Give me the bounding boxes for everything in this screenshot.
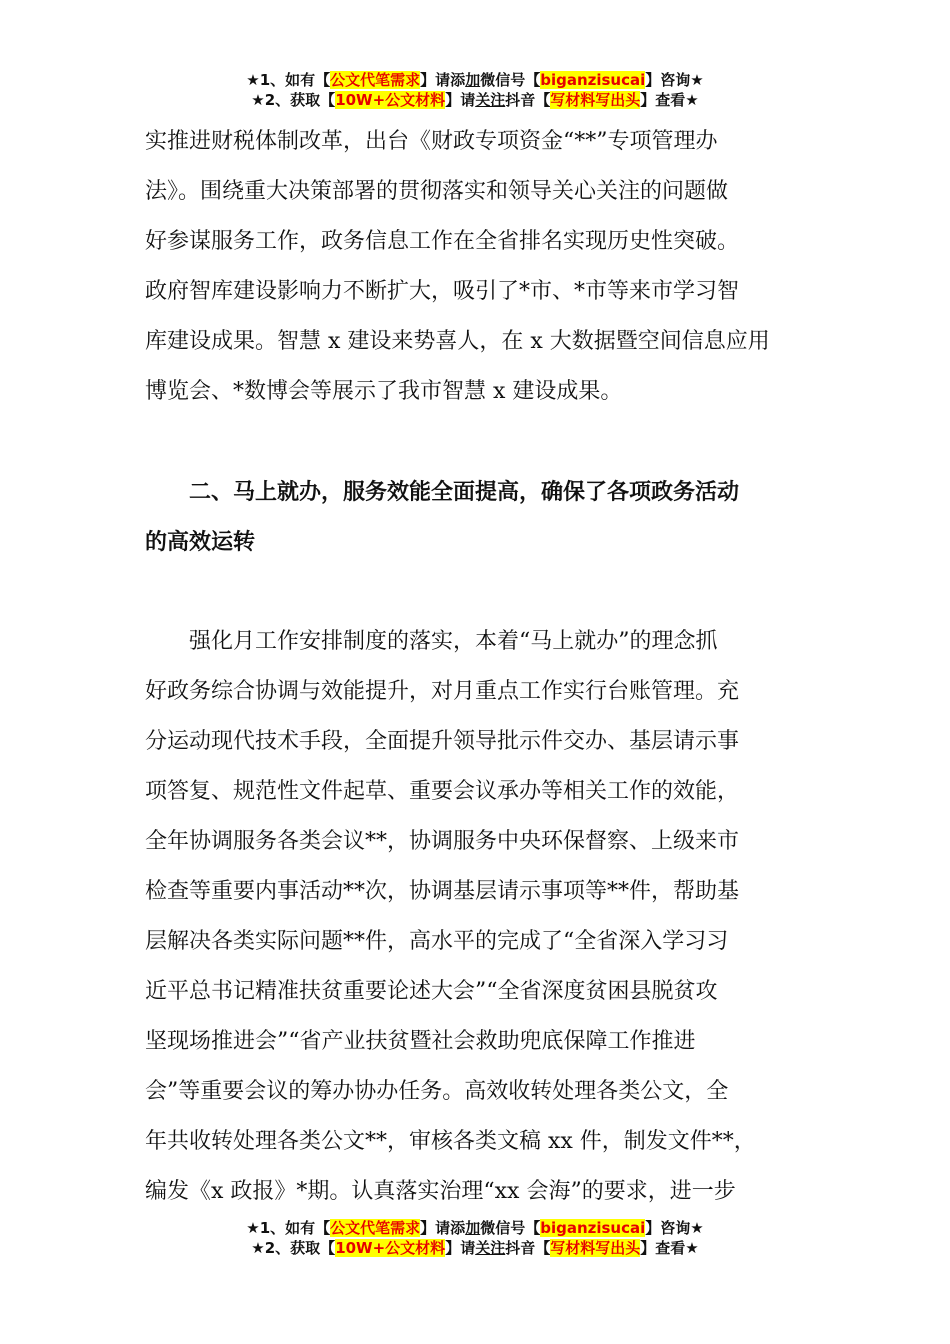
footer-banner — [0, 1218, 950, 1258]
header-line-2 — [0, 90, 950, 110]
banner-text: 】请 — [445, 1239, 476, 1257]
header-banner — [0, 70, 950, 110]
douyin-account: 写材料写出头 — [550, 91, 641, 109]
text-line: 近平总书记精准扶贫重要论述大会”“全省深度贫困县脱贫攻 — [145, 979, 718, 1004]
section-heading — [145, 468, 810, 568]
text-line: 强化月工作安排制度的落实，本着“马上就办”的理念抓 — [145, 629, 718, 654]
banner-text: 】请 — [445, 91, 476, 109]
text-line: 好参谋服务工作，政务信息工作在全省排名实现历史性突破。 — [145, 229, 740, 254]
banner-text: ★1、如有【 — [246, 1219, 331, 1237]
banner-text: 微信号【 — [480, 71, 541, 89]
wechat-id: biganzisucai — [540, 1219, 646, 1237]
text-line: 年共收转处理各类公文**，审核各类文稿 xx 件，制发文件**， — [145, 1129, 756, 1154]
text-line: 政府智库建设影响力不断扩大，吸引了*市、*市等来市学习智 — [145, 279, 740, 304]
heading-line: 二、马上就办，服务效能全面提高，确保了各项政务活动 — [145, 480, 740, 505]
underlined-text: 关注 — [475, 1239, 506, 1257]
paragraph-1 — [145, 117, 810, 417]
footer-line-1 — [0, 1218, 950, 1238]
highlight-text: 公文代笔需求 — [330, 71, 421, 89]
banner-text: 】咨询★ — [645, 1219, 704, 1237]
underlined-text: 关注 — [475, 91, 506, 109]
highlight-text: 10W+公文材料 — [335, 1239, 446, 1257]
text-line: 层解决各类实际问题**件，高水平的完成了“全省深入学习习 — [145, 929, 729, 954]
banner-text: 】请添 — [420, 1219, 466, 1237]
text-line: 分运动现代技术手段，全面提升领导批示件交办、基层请示事 — [145, 729, 740, 754]
douyin-account: 写材料写出头 — [550, 1239, 641, 1257]
banner-text: ★1、如有【 — [246, 71, 331, 89]
highlight-text: 10W+公文材料 — [335, 91, 446, 109]
underlined-text: 加 — [465, 71, 481, 89]
banner-text: ★2、获取【 — [251, 91, 336, 109]
banner-text: 】查看★ — [640, 91, 699, 109]
header-line-1 — [0, 70, 950, 90]
banner-text: 抖音【 — [505, 91, 551, 109]
banner-text: 】请添 — [420, 71, 466, 89]
text-line: 坚现场推进会”“省产业扶贫暨社会救助兜底保障工作推进 — [145, 1029, 696, 1054]
underlined-text: 加 — [465, 1219, 481, 1237]
banner-text: 微信号【 — [480, 1219, 541, 1237]
text-line: 全年协调服务各类会议**，协调服务中央环保督察、上级来市 — [145, 829, 740, 854]
text-line: 好政务综合协调与效能提升，对月重点工作实行台账管理。充 — [145, 679, 740, 704]
text-line: 博览会、*数博会等展示了我市智慧 x 建设成果。 — [145, 379, 623, 404]
banner-text: ★2、获取【 — [251, 1239, 336, 1257]
text-line: 会”等重要会议的筹办协办任务。高效收转处理各类公文，全 — [145, 1079, 729, 1104]
wechat-id: biganzisucai — [540, 71, 646, 89]
footer-line-2 — [0, 1238, 950, 1258]
banner-text: 】查看★ — [640, 1239, 699, 1257]
text-line: 实推进财税体制改革，出台《财政专项资金“**”专项管理办 — [145, 129, 718, 154]
highlight-text: 公文代笔需求 — [330, 1219, 421, 1237]
text-line: 库建设成果。智慧 x 建设来势喜人，在 x 大数据暨空间信息应用 — [145, 329, 770, 354]
banner-text: 】咨询★ — [645, 71, 704, 89]
banner-text: 抖音【 — [505, 1239, 551, 1257]
text-line: 检查等重要内事活动**次，协调基层请示事项等**件，帮助基 — [145, 879, 740, 904]
text-line: 法》。围绕重大决策部署的贯彻落实和领导关心关注的问题做 — [145, 179, 729, 204]
heading-line: 的高效运转 — [145, 530, 256, 555]
paragraph-2 — [145, 617, 810, 1217]
text-line: 项答复、规范性文件起草、重要会议承办等相关工作的效能， — [145, 779, 740, 804]
text-line: 编发《x 政报》*期。认真落实治理“xx 会海”的要求，进一步 — [145, 1179, 736, 1204]
